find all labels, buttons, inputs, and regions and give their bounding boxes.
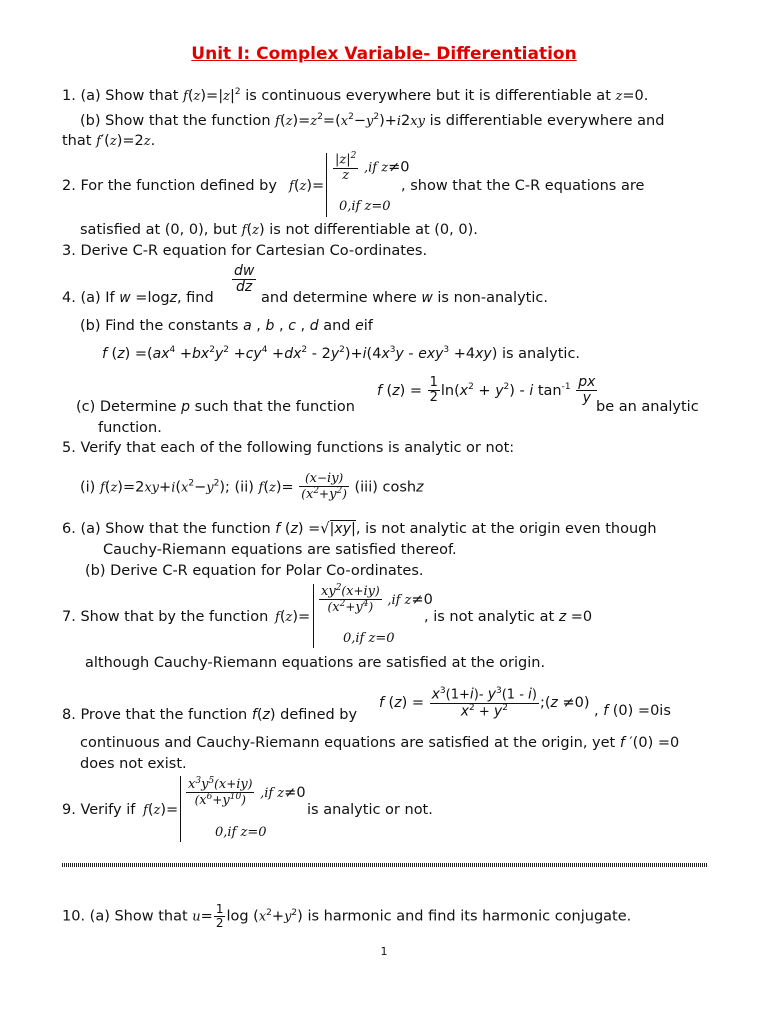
question-7-continued: although Cauchy-Riemann equations are satisfied at the origin. — [85, 655, 546, 671]
section-divider — [62, 863, 708, 867]
question-7-tail: , is not analytic at z =0 — [424, 609, 593, 625]
q9-brace — [180, 776, 181, 842]
question-4c-tail: be an analytic — [596, 399, 699, 415]
q9-case-1: $\frac{x^3y^5(x+iy)}{(x^6+y^{10})}$ ,if z≠0 — [188, 776, 306, 809]
q2-function-lhs: f(z)= — [289, 178, 325, 194]
question-8: 8. Prove that the function f(z) defined by — [62, 707, 358, 723]
question-10: 10. (a) Show that u= $\frac{1}{2}$ $\log (x^2+y^2)$ is harmonic and find its harmonic conjugate. — [62, 902, 632, 931]
q7-function-lhs: f(z)= — [275, 609, 311, 625]
question-4a: 4. (a) If w =logz, find — [62, 290, 214, 306]
question-1b: (b) Show that the function $f(z)=z^2=(x^2-y^2)+i2xy$ is differentiable everywhere and — [80, 112, 665, 129]
question-2-tail: , show that the C-R equations are — [401, 178, 645, 194]
q7-case-2: 0,if z=0 — [343, 631, 395, 646]
question-1a: 1. (a) Show that $f(z)=|z|^2$ is continuous everywhere but it is differentiable at z=0. — [62, 87, 649, 104]
q9-function-lhs: f(z)= — [143, 802, 179, 818]
q9-case-2: 0,if z=0 — [215, 825, 267, 840]
q7-case-1: $\frac{xy^2(x+iy)}{(x^2+y^4)}$ ,if z≠0 — [321, 583, 433, 616]
question-4b: (b) Find the constants a , b , c , d and eif — [80, 318, 373, 334]
question-8-condition: , f (0) =0is — [594, 703, 671, 719]
question-4b-formula: f $(z) =(ax^4 +bx^2y^2 +cy^4 +dx^2 - 2y^2)+i(4x^3y - exy^3 +4xy)$ is analytic. — [102, 345, 581, 362]
q4c-function: f (z) = $\frac{1}{2}$ $\ln(x^2 + y^2) - i$ $\tan^{-1}$ $\frac{px}{y}$ — [377, 374, 596, 407]
question-9: 9. Verify if — [62, 802, 136, 818]
question-6a-continued: Cauchy-Riemann equations are satisfied thereof. — [103, 542, 457, 558]
page-number: 1 — [380, 945, 388, 958]
q4a-derivative: $\frac{dw}{dz}$ — [234, 263, 255, 296]
q7-brace — [313, 584, 314, 648]
page-title: Unit I: Complex Variable- Differentiation — [191, 44, 577, 64]
question-8-continued: continuous and Cauchy-Riemann equations are satisfied at the origin, yet f ′(0) =0 — [80, 735, 680, 751]
question-1b-continued: that f′(z)=2z. — [62, 133, 156, 149]
question-6b: (b) Derive C-R equation for Polar Co-ordinates. — [85, 563, 424, 579]
question-5-parts: (i) $f(z)=2xy+i(x^2-y^2)$; (ii) f(z)= $\frac{(x-iy)}{(x^2+y^2)}$ (iii) coshz — [80, 471, 424, 503]
question-4a-tail: and determine where w is non-analytic. — [261, 290, 548, 306]
q2-case-1: $\frac{|z|^2}{z}$ ,if z≠0 — [335, 151, 410, 183]
question-7: 7. Show that by the function — [62, 609, 269, 625]
question-8-continued-2: does not exist. — [80, 756, 187, 772]
question-4c: (c) Determine p such that the function — [76, 399, 355, 415]
question-9-tail: is analytic or not. — [307, 802, 433, 818]
question-2-continued: satisfied at (0, 0), but f(z) is not differentiable at (0, 0). — [80, 222, 478, 238]
q2-brace — [326, 153, 327, 217]
question-2: 2. For the function defined by — [62, 178, 277, 194]
question-4c-continued: function. — [98, 420, 162, 436]
q2-case-2: 0,if z=0 — [339, 199, 391, 214]
question-3: 3. Derive C-R equation for Cartesian Co-ordinates. — [62, 243, 428, 259]
q8-function: f (z) = $\frac{x^3(1+i)- y^3(1 - i)}{x^2 + y^2}$ ;(z ≠0) — [379, 686, 590, 720]
question-5: 5. Verify that each of the following functions is analytic or not: — [62, 440, 515, 456]
question-6a: 6. (a) Show that the function f (z) =√|xy|, is not analytic at the origin even though — [62, 521, 657, 537]
